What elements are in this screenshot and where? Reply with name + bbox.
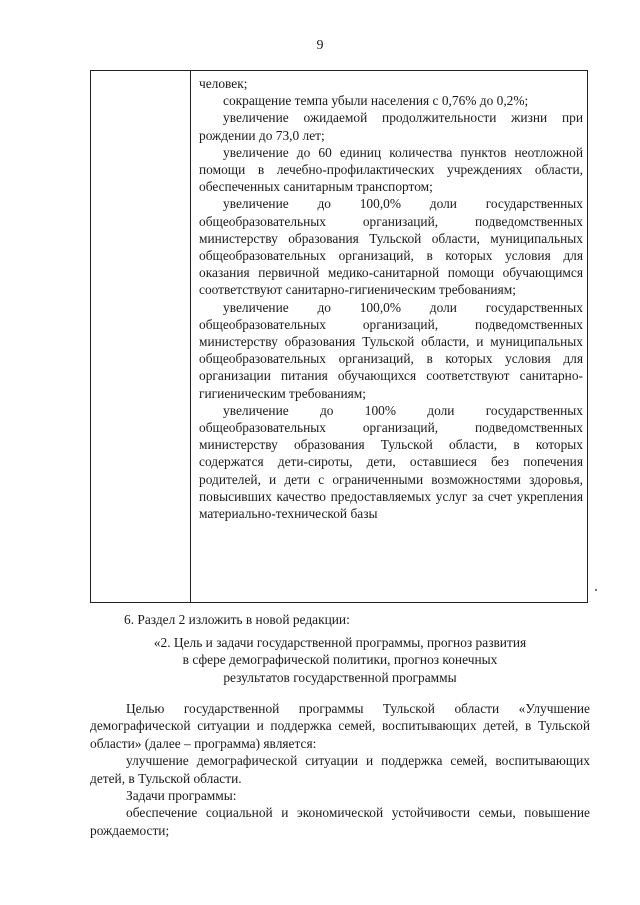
- body-paragraph: обеспечение социальной и экономической устойчивости семьи, повышение рождаемости;: [90, 805, 590, 838]
- body-paragraph: Задачи программы:: [126, 788, 237, 804]
- table-paragraph: увеличение до 100,0% доли государственных общеобразовательных организаций, подведомственных министерству образования Тульской области, муниципальных общеобразовательных организаций, в которых условия для оказания первичной медико-санитарной помощи обучающимся соответствуют санитарно-гигиеническим требованиям;: [199, 196, 583, 298]
- table-paragraph: сокращение темпа убыли населения с 0,76% до 0,2%;: [223, 93, 529, 109]
- section-heading: [90, 634, 590, 686]
- heading-line: в сфере демографической политики, прогноз конечных: [182, 652, 498, 668]
- heading-line: «2. Цель и задачи государственной программы, прогноз развития: [153, 635, 527, 650]
- page-number: 9: [316, 38, 324, 53]
- body-paragraph: улучшение демографической ситуации и поддержка семей, воспитывающих детей, в Тульской области.: [90, 753, 590, 786]
- indicator-table: [90, 70, 588, 603]
- table-paragraph: увеличение до 100,0% доли государственных общеобразовательных организаций, подведомственных министерству образования Тульской области, и муниципальных общеобразовательных организаций, в которых условия для организации питания обучающихся соответствуют санитарно-гигиеническим требованиям;: [199, 299, 583, 401]
- table-paragraph: человек;: [199, 76, 248, 91]
- scan-dot: [595, 589, 597, 591]
- heading-line: результатов государственной программы: [223, 669, 457, 685]
- body-paragraph: Целью государственной программы Тульской области «Улучшение демографической ситуации и поддержка семей, воспитывающих детей, в Тульской области» (далее – программа) является:: [90, 701, 590, 751]
- table-left-column: [91, 71, 191, 602]
- body-text: [90, 700, 590, 839]
- section-instruction: 6. Раздел 2 изложить в новой редакции:: [124, 612, 350, 627]
- table-paragraph: увеличение ожидаемой продолжительности жизни при рождении до 73,0 лет;: [199, 110, 583, 143]
- table-right-column: [199, 75, 583, 522]
- table-paragraph: увеличение до 60 единиц количества пунктов неотложной помощи в лечебно-профилактических учреждениях области, обеспеченных санитарным транспортом;: [199, 144, 583, 195]
- table-paragraph: увеличение до 100% доли государственных общеобразовательных организаций, подведомственных министерству образования Тульской области, в которых содержатся дети-сироты, дети, оставшиеся без попечения родителей, и дети с ограниченными возможностями здоровья, повысивших качество предоставляемых услуг за счет укрепления материально-технической базы: [199, 402, 583, 522]
